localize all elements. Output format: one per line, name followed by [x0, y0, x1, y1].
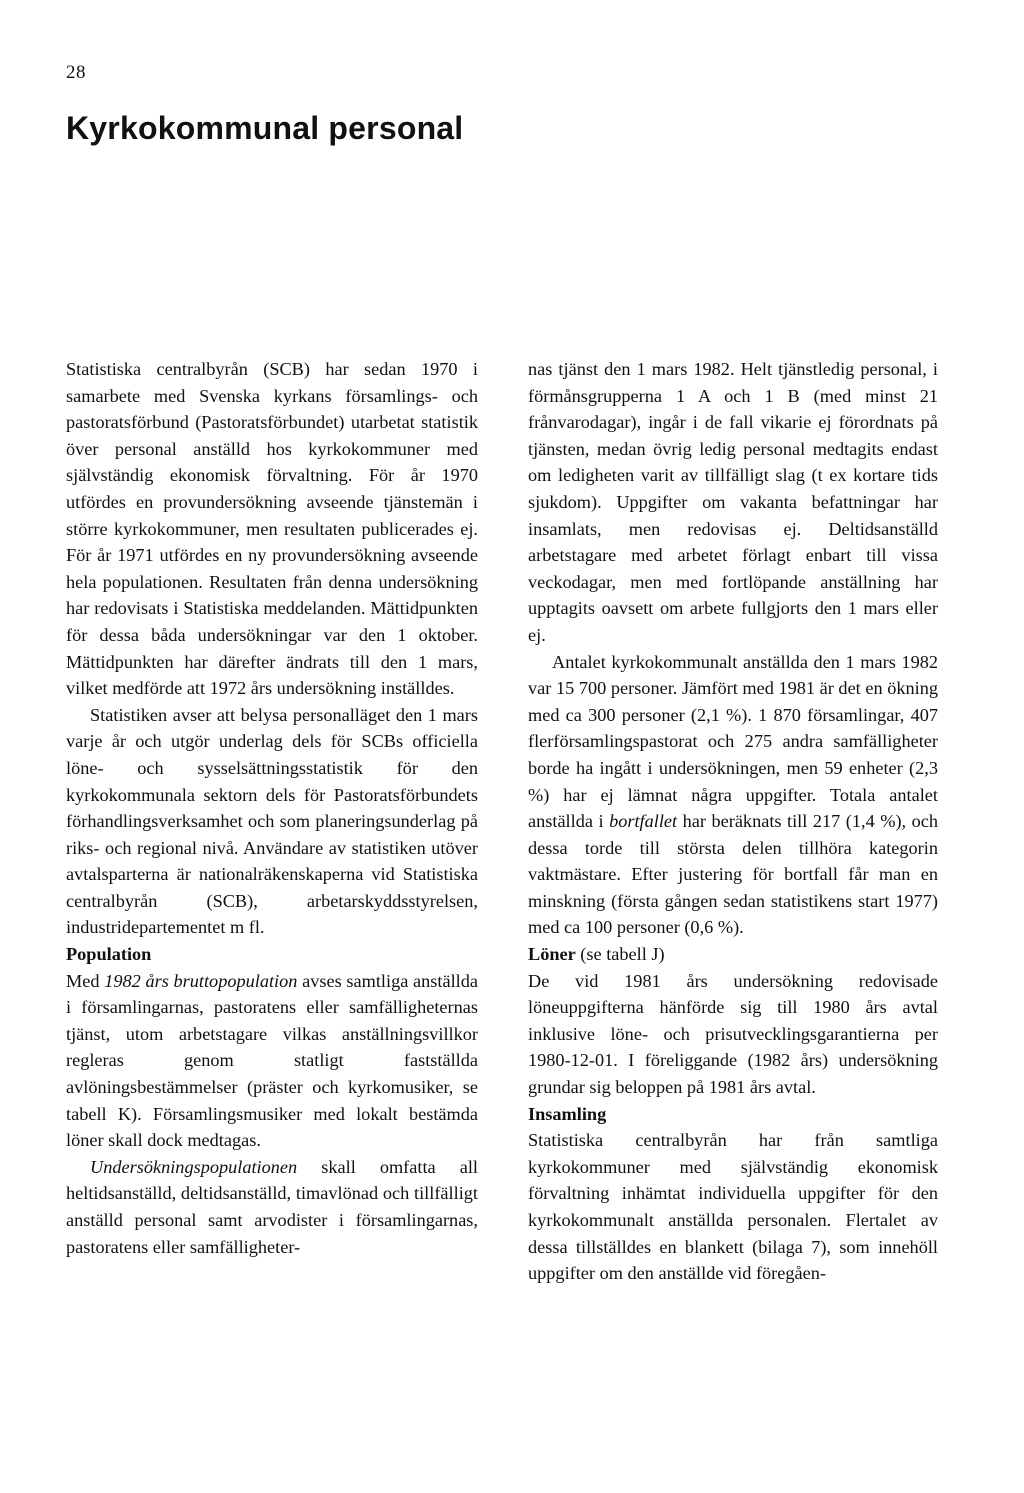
count-text-b: har beräknats till 217 (1,4 %), och dessa torde till största delen tillhöra kategorin vaktmästare. Efter justering för bortfall får man en minskning (första gången sedan statistikens start 1977) med ca 100 personer (0,6 %).: [528, 811, 939, 938]
loner-paragraph: De vid 1981 års undersökning redovisade löneuppgifterna hänförde sig till 1980 års avtal inklusive löne- och prisutvecklingsgarantierna per 1980-12-01. I föreliggande (1982 års) undersökning grundar sig beloppen på 1981 års avtal.: [528, 970, 938, 1098]
loner-heading-label: Löner: [528, 944, 576, 965]
continuation-paragraph: nas tjänst den 1 mars 1982. Helt tjänstledig personal, i förmånsgrupperna 1 A och 1 B (med minst 21 frånvarodagar), ingår i de fall vikarie ej förordnats på tjänsten, medan övrig ledig personal medtagits endast om ledigheten varit av tillfälligt slag (t ex kortare tids sjukdom). Uppgifter om vakanta befattningar har insamlats, men redovisas ej. Deltidsanställd arbetstagare med arbetet förlagt enbart till vissa veckodagar, men med fortlöpande anställning har upptagits oavsett om arbete fullgjorts den 1 mars eller ej.: [528, 359, 938, 645]
population-term: 1982 års bruttopopulation: [104, 970, 298, 991]
insamling-heading: Insamling: [528, 1103, 607, 1124]
dropout-term: bortfallet: [609, 811, 678, 832]
intro-paragraph: Statistiska centralbyrån (SCB) har sedan 1970 i samarbete med Svenska kyrkans församlings- och pastoratsförbund (Pastoratsförbundet) utarbetat statistik över personal anställd hos kyrkokommuner med självständig ekonomisk förvaltning. För år 1970 utfördes en provundersökning avseende tjänstemän i större kyrkokommuner, men resultaten publicerades ej. För år 1971 utfördes en ny provundersökning avseende hela populationen. Resultaten från denna undersökning har redovisats i Statistiska meddelanden. Mättidpunkten för dessa båda undersökningar var den 1 oktober. Mättidpunkten har därefter ändrats till den 1 mars, vilket medförde att 1972 års undersökning inställdes.: [66, 359, 478, 699]
loner-heading: [528, 941, 938, 968]
survey-population-text: skall omfatta all heltidsanställd, deltidsanställd, timavlönad och tillfälligt anställd personal samt arvodister i församlingarnas, pastoratens eller samfälligheter-: [66, 1156, 478, 1257]
page-title: Kyrkokommunal personal: [66, 110, 464, 146]
left-column: [66, 356, 478, 1260]
loner-heading-ref: (se tabell J): [575, 944, 665, 965]
count-text-a: Antalet kyrkokommunalt anställda den 1 mars 1982 var 15 700 personer. Jämfört med 1981 är det en ökning med ca 300 personer (2,1 %). 1 870 församlingar, 407 flerförsamlingspastorat och 275 andra samfälligheter borde ha ingått i undersökningen, men 59 enheter (2,3 %) har ej lämnat några uppgifter. Totala antalet anställda i: [528, 651, 938, 832]
insamling-paragraph: Statistiska centralbyrån har från samtliga kyrkokommuner med självständig ekonomisk förvaltning inhämtat individuella uppgifter för den kyrkokommunalt anställda personalen. Flertalet av dessa tillställdes en blankett (bilaga 7), som innehöll uppgifter om den anställde vid föregåen-: [528, 1130, 938, 1284]
population-text-b: avses samtliga anställda i församlingarnas, pastoratens eller samfälligheternas tjänst, utom arbetstagare vilkas anställningsvillkor regleras genom statligt fastställda avlöningsbestämmelser (präster och kyrkomusiker, se tabell K). Församlingsmusiker med lokalt bestämda löner skall dock medtagas.: [66, 970, 478, 1151]
count-paragraph: [528, 649, 938, 942]
page-number: 28: [66, 62, 86, 83]
population-heading: Population: [66, 944, 152, 965]
survey-population-paragraph: [66, 1154, 478, 1260]
population-text-a: Med: [66, 970, 105, 991]
survey-population-term: Undersökningspopulationen: [90, 1156, 298, 1177]
purpose-paragraph: Statistiken avser att belysa personalläget den 1 mars varje år och utgör underlag dels för SCBs officiella löne- och sysselsättningsstatistik för den kyrkokommunala sektorn dels för Pastoratsförbundets förhandlingsverksamhet och som planeringsunderlag på riks- och regional nivå. Användare av statistiken utöver avtalsparterna är nationalräkenskaperna vid Statistiska centralbyrån (SCB), arbetarskyddsstyrelsen, industridepartementet m fl.: [66, 704, 478, 938]
population-paragraph: [66, 968, 478, 1154]
right-column: [528, 356, 938, 1287]
